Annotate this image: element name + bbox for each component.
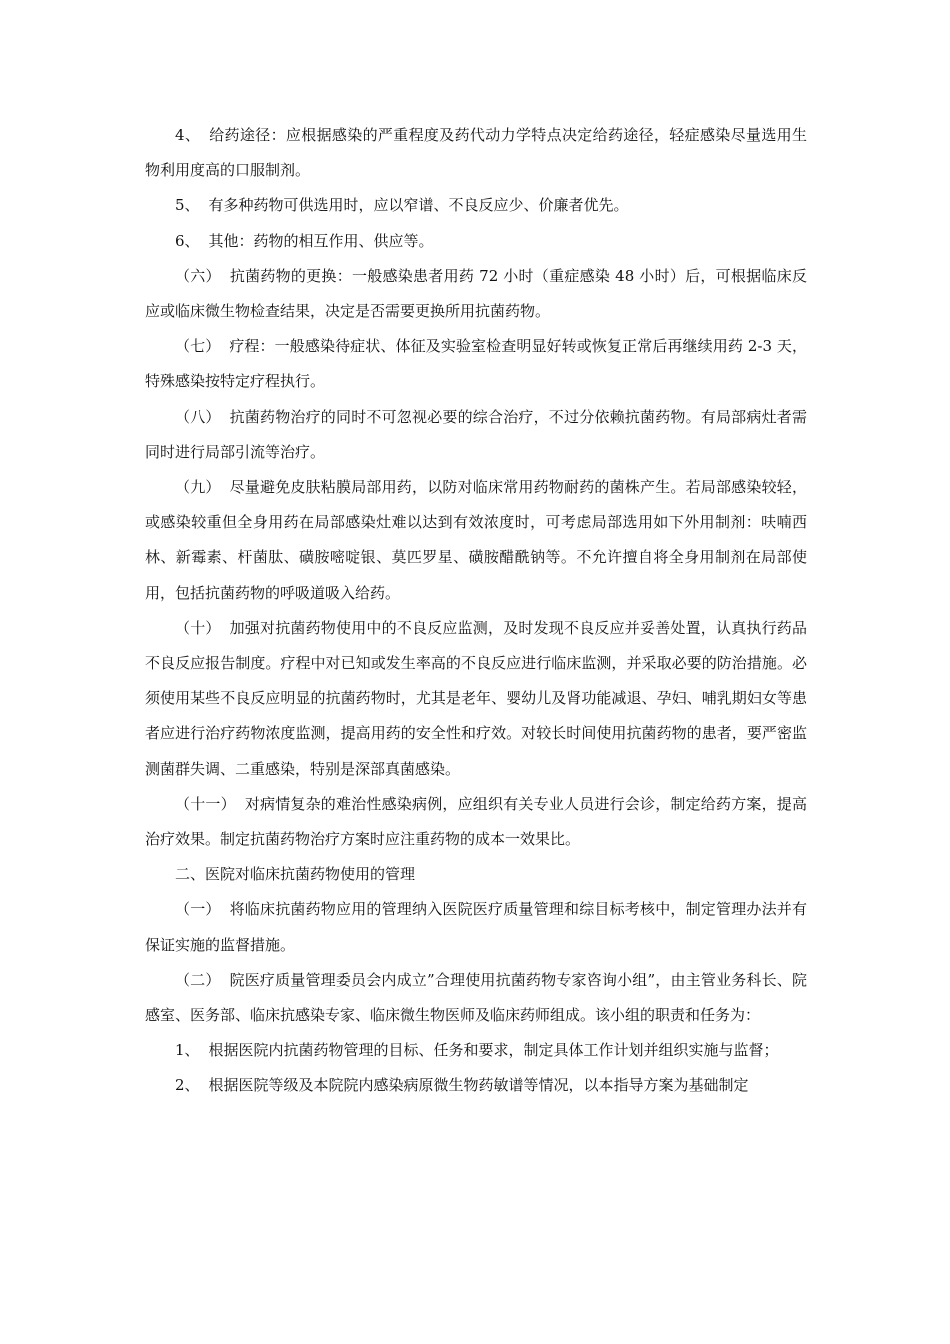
paragraph-section-9 [145, 470, 807, 611]
paragraph-item-4 [145, 118, 807, 188]
paragraph-item-5 [145, 188, 807, 223]
paragraph-section-7 [145, 329, 807, 399]
paragraph-subsection-2 [145, 963, 807, 1033]
paragraph-section-11 [145, 787, 807, 857]
paragraph-number: 4、 [175, 126, 201, 144]
paragraph-task-2 [145, 1068, 807, 1103]
paragraph-text: 加强对抗菌药物使用中的不良反应监测，及时发现不良反应并妥善处置，认真执行药品不良反应报告制度。疗程中对已知或发生率高的不良反应进行临床监测，并采取必要的防治措施。必须使用某些不良反应明显的抗菌药物时，尤其是老年、婴幼儿及肾功能减退、孕妇、哺乳期妇女等患者应进行治疗药物浓度监测，提高用药的安全性和疗效。对较长时间使用抗菌药物的患者，要严密监测菌群失调、二重感染，特别是深部真菌感染。 [145, 618, 807, 778]
paragraph-number: （九） [175, 478, 221, 497]
paragraph-number: （一） [175, 900, 221, 919]
paragraph-text: 有多种药物可供选用时，应以窄谱、不良反应少、价廉者优先。 [208, 196, 629, 215]
paragraph-text: 给药途径：应根据感染的严重程度及药代动力学特点决定给药途径，轻症感染尽量选用生物利用度高的口服制剂。 [145, 126, 807, 180]
paragraph-number: （二） [175, 970, 221, 989]
paragraph-text: 抗菌药物治疗的同时不可忽视必要的综合治疗，不过分依赖抗菌药物。有局部病灶者需同时进行局部引流等治疗。 [145, 407, 807, 461]
paragraph-number: （六） [175, 266, 221, 285]
paragraph-text: 院医疗质量管理委员会内成立”合理使用抗菌药物专家咨询小组”，由主管业务科长、院感室、医务部、临床抗感染专家、临床微生物医师及临床药师组成。该小组的职责和任务为： [145, 970, 807, 1025]
paragraph-number: （八） [175, 407, 221, 426]
paragraph-subsection-1 [145, 892, 807, 962]
paragraph-section-8 [145, 400, 807, 470]
paragraph-number: （十一） [175, 794, 236, 813]
paragraph-number: 1、 [175, 1041, 200, 1060]
document-page [145, 118, 807, 1104]
section-heading [145, 857, 807, 892]
paragraph-text: 其他：药物的相互作用、供应等。 [208, 231, 434, 250]
paragraph-text: 抗菌药物的更换：一般感染患者用药 72 小时（重症感染 48 小时）后，可根据临床反应或临床微生物检查结果，决定是否需要更换所用抗菌药物。 [145, 266, 807, 321]
paragraph-number: 6、 [175, 231, 200, 250]
paragraph-text: 对病情复杂的难治性感染病例，应组织有关专业人员进行会诊，制定给药方案，提高治疗效果。制定抗菌药物治疗方案时应注重药物的成本一效果比。 [145, 794, 807, 849]
paragraph-item-6 [145, 224, 807, 259]
paragraph-text: 根据医院内抗菌药物管理的目标、任务和要求，制定具体工作计划并组织实施与监督； [208, 1041, 779, 1060]
paragraph-number: 5、 [175, 196, 200, 215]
paragraph-task-1 [145, 1033, 807, 1068]
paragraph-section-6 [145, 259, 807, 329]
paragraph-section-10 [145, 611, 807, 787]
paragraph-number: （十） [175, 618, 221, 637]
paragraph-text: 根据医院等级及本院院内感染病原微生物药敏谱等情况，以本指导方案为基础制定 [208, 1076, 749, 1095]
paragraph-text: 尽量避免皮肤粘膜局部用药，以防对临床常用药物耐药的菌株产生。若局部感染较轻，或感染较重但全身用药在局部感染灶难以达到有效浓度时，可考虑局部选用如下外用制剂：呋喃西林、新霉素、杆菌肽、磺胺嘧啶银、莫匹罗星、磺胺醋酰钠等。不允许擅自将全身用制剂在局部使用，包括抗菌药物的呼吸道吸入给药。 [145, 478, 807, 602]
paragraph-number: （七） [175, 337, 221, 356]
paragraph-text: 疗程：一般感染待症状、体征及实验室检查明显好转或恢复正常后再继续用药 2-3 天，特殊感染按特定疗程执行。 [145, 337, 807, 391]
paragraph-number: 2、 [175, 1076, 200, 1095]
paragraph-text: 将临床抗菌药物应用的管理纳入医院医疗质量管理和综目标考核中，制定管理办法并有保证实施的监督措施。 [145, 900, 807, 954]
heading-text: 二、医院对临床抗菌药物使用的管理 [175, 865, 416, 884]
